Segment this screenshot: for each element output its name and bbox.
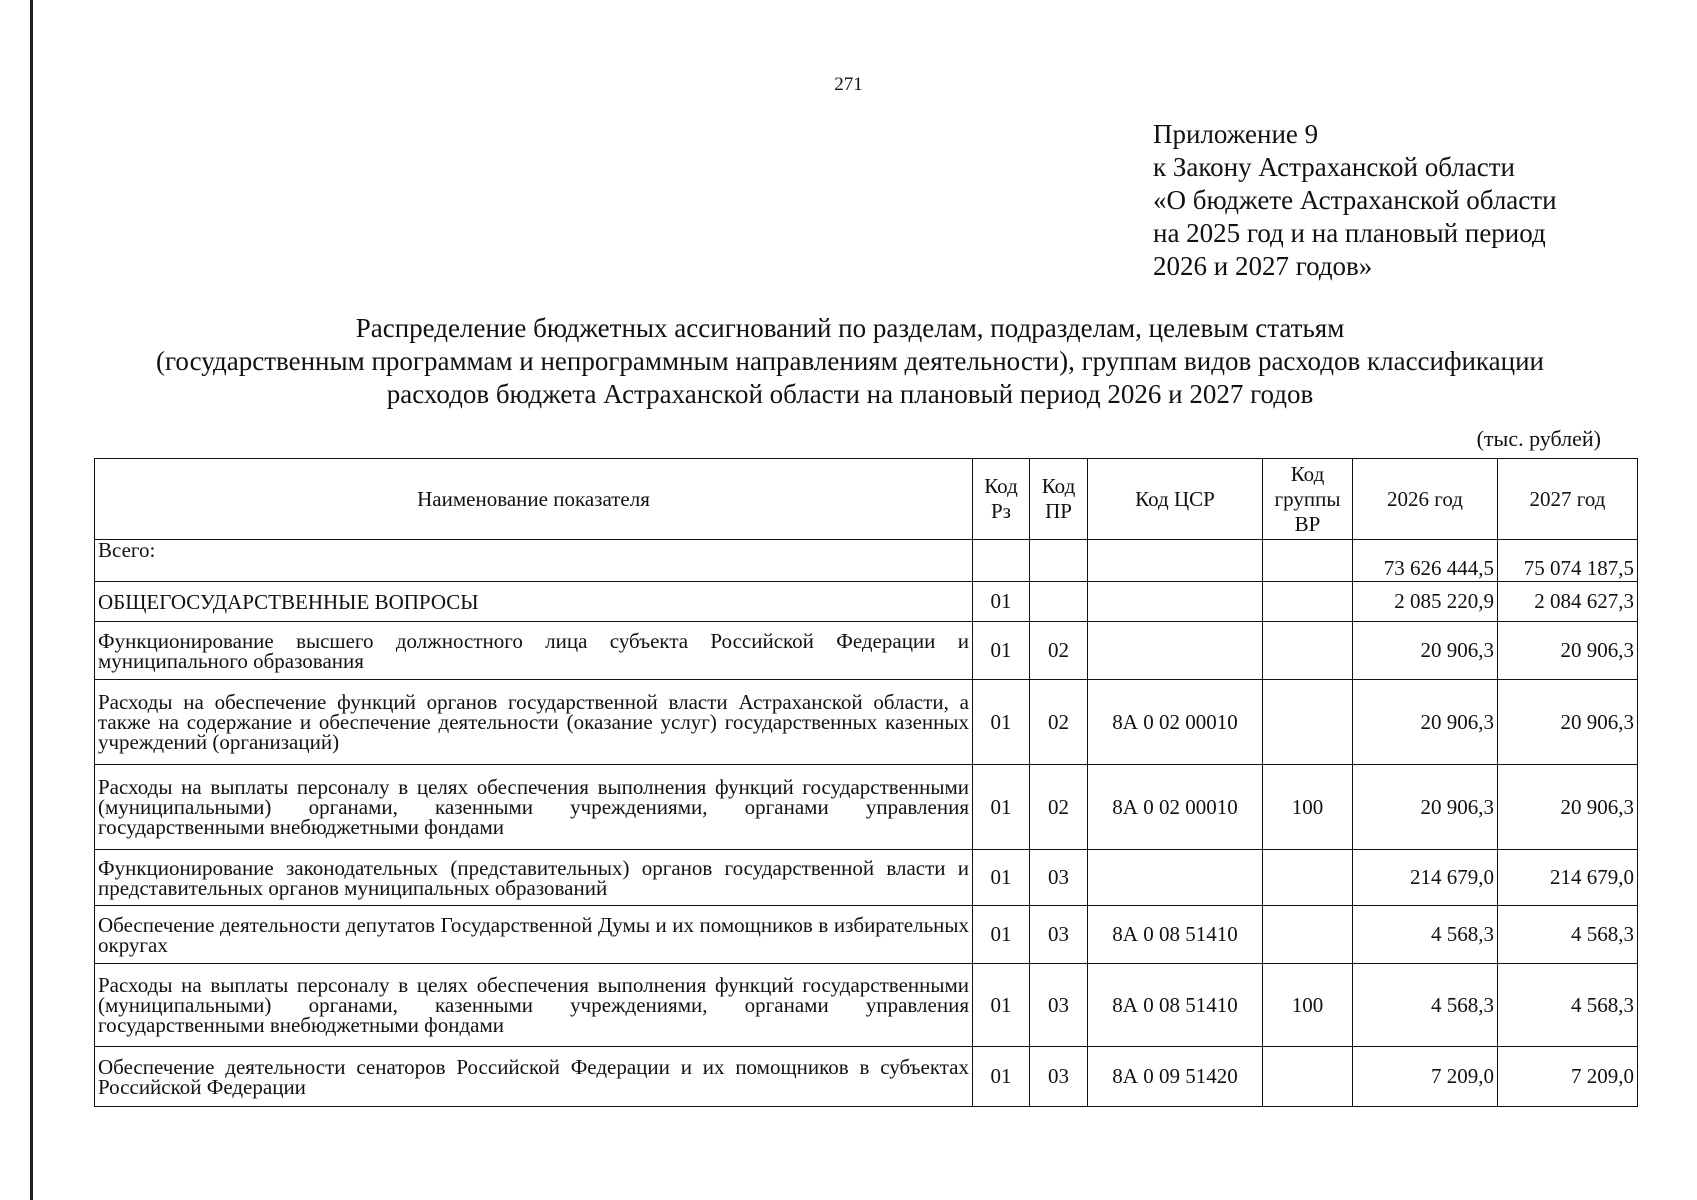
table-row bbox=[95, 680, 1638, 765]
row-rz: 01 bbox=[973, 906, 1030, 964]
document-title bbox=[110, 312, 1590, 411]
binding-margin-line bbox=[30, 0, 33, 1200]
title-line: (государственным программам и непрограммным направлениям деятельности), группам видов расходов классификации bbox=[156, 346, 1544, 376]
row-2026: 2 085 220,9 bbox=[1353, 582, 1498, 622]
row-name: Расходы на выплаты персоналу в целях обеспечения выполнения функций государственными (муниципальными) органами, казенными учреждениями, органами управления государственными внебюджетными фондами bbox=[95, 765, 973, 850]
row-vr bbox=[1263, 582, 1353, 622]
header-rz: Код Рз bbox=[973, 459, 1030, 540]
row-2027: 20 906,3 bbox=[1498, 622, 1638, 680]
table-row bbox=[95, 622, 1638, 680]
row-rz: 01 bbox=[973, 582, 1030, 622]
row-rz bbox=[973, 540, 1030, 582]
row-vr bbox=[1263, 850, 1353, 906]
row-2027: 20 906,3 bbox=[1498, 765, 1638, 850]
header-vr: Код группы ВР bbox=[1263, 459, 1353, 540]
row-pr: 02 bbox=[1030, 622, 1088, 680]
row-pr: 03 bbox=[1030, 964, 1088, 1047]
row-2026: 214 679,0 bbox=[1353, 850, 1498, 906]
appendix-line: «О бюджете Астраханской области bbox=[1153, 185, 1557, 215]
row-pr: 02 bbox=[1030, 680, 1088, 765]
row-csr bbox=[1088, 850, 1263, 906]
row-csr: 8А 0 08 51410 bbox=[1088, 906, 1263, 964]
row-name: Функционирование высшего должностного лица субъекта Российской Федерации и муниципального образования bbox=[95, 622, 973, 680]
row-vr bbox=[1263, 680, 1353, 765]
row-2026: 20 906,3 bbox=[1353, 680, 1498, 765]
row-name: Функционирование законодательных (представительных) органов государственной власти и представительных органов муниципальных образований bbox=[95, 850, 973, 906]
table-row bbox=[95, 582, 1638, 622]
table-header-row bbox=[95, 459, 1638, 540]
row-2027: 75 074 187,5 bbox=[1498, 540, 1638, 582]
table-row bbox=[95, 964, 1638, 1047]
row-csr: 8А 0 08 51410 bbox=[1088, 964, 1263, 1047]
table-row bbox=[95, 540, 1638, 582]
row-2027: 214 679,0 bbox=[1498, 850, 1638, 906]
header-csr: Код ЦСР bbox=[1088, 459, 1263, 540]
appendix-line: 2026 и 2027 годов» bbox=[1153, 251, 1373, 281]
row-2026: 73 626 444,5 bbox=[1353, 540, 1498, 582]
table-row bbox=[95, 1047, 1638, 1107]
row-name: Расходы на обеспечение функций органов государственной власти Астраханской области, а также на содержание и обеспечение деятельности (оказание услуг) государственных казенных учреждений (организаций) bbox=[95, 680, 973, 765]
row-name: Обеспечение деятельности сенаторов Российской Федерации и их помощников в субъектах Российской Федерации bbox=[95, 1047, 973, 1107]
row-rz: 01 bbox=[973, 765, 1030, 850]
row-2026: 4 568,3 bbox=[1353, 964, 1498, 1047]
row-rz: 01 bbox=[973, 850, 1030, 906]
table-row bbox=[95, 906, 1638, 964]
row-2027: 4 568,3 bbox=[1498, 964, 1638, 1047]
units-label: (тыс. рублей) bbox=[1476, 426, 1601, 451]
row-csr bbox=[1088, 622, 1263, 680]
row-rz: 01 bbox=[973, 680, 1030, 765]
header-2026: 2026 год bbox=[1353, 459, 1498, 540]
row-rz: 01 bbox=[973, 622, 1030, 680]
row-name: Всего: bbox=[95, 540, 973, 582]
row-pr bbox=[1030, 540, 1088, 582]
row-csr bbox=[1088, 540, 1263, 582]
header-pr: Код ПР bbox=[1030, 459, 1088, 540]
row-2027: 2 084 627,3 bbox=[1498, 582, 1638, 622]
row-vr bbox=[1263, 622, 1353, 680]
row-name: Обеспечение деятельности депутатов Государственной Думы и их помощников в избирательных округах bbox=[95, 906, 973, 964]
row-rz: 01 bbox=[973, 964, 1030, 1047]
header-2027: 2027 год bbox=[1498, 459, 1638, 540]
title-line: расходов бюджета Астраханской области на плановый период 2026 и 2027 годов bbox=[386, 379, 1314, 409]
header-name: Наименование показателя bbox=[95, 459, 973, 540]
row-2027: 20 906,3 bbox=[1498, 680, 1638, 765]
row-rz: 01 bbox=[973, 1047, 1030, 1107]
row-csr: 8А 0 09 51420 bbox=[1088, 1047, 1263, 1107]
page-number: 271 bbox=[834, 74, 863, 95]
row-pr: 03 bbox=[1030, 1047, 1088, 1107]
row-2027: 4 568,3 bbox=[1498, 906, 1638, 964]
row-csr: 8А 0 02 00010 bbox=[1088, 680, 1263, 765]
row-pr: 03 bbox=[1030, 906, 1088, 964]
appendix-line: на 2025 год и на плановый период bbox=[1153, 218, 1546, 248]
row-2026: 20 906,3 bbox=[1353, 765, 1498, 850]
table-row bbox=[95, 850, 1638, 906]
row-2026: 7 209,0 bbox=[1353, 1047, 1498, 1107]
row-vr: 100 bbox=[1263, 765, 1353, 850]
row-vr: 100 bbox=[1263, 964, 1353, 1047]
row-pr bbox=[1030, 582, 1088, 622]
appendix-reference bbox=[1153, 118, 1557, 283]
row-name: Расходы на выплаты персоналу в целях обеспечения выполнения функций государственными (муниципальными) органами, казенными учреждениями, органами управления государственными внебюджетными фондами bbox=[95, 964, 973, 1047]
row-2027: 7 209,0 bbox=[1498, 1047, 1638, 1107]
row-csr: 8А 0 02 00010 bbox=[1088, 765, 1263, 850]
row-2026: 4 568,3 bbox=[1353, 906, 1498, 964]
row-csr bbox=[1088, 582, 1263, 622]
row-pr: 02 bbox=[1030, 765, 1088, 850]
row-2026: 20 906,3 bbox=[1353, 622, 1498, 680]
budget-table bbox=[94, 458, 1638, 1107]
title-line: Распределение бюджетных ассигнований по разделам, подразделам, целевым статьям bbox=[355, 313, 1345, 343]
row-vr bbox=[1263, 540, 1353, 582]
table-row bbox=[95, 765, 1638, 850]
appendix-line: к Закону Астраханской области bbox=[1153, 152, 1516, 182]
row-vr bbox=[1263, 1047, 1353, 1107]
appendix-line: Приложение 9 bbox=[1153, 119, 1319, 149]
row-vr bbox=[1263, 906, 1353, 964]
row-pr: 03 bbox=[1030, 850, 1088, 906]
row-name: ОБЩЕГОСУДАРСТВЕННЫЕ ВОПРОСЫ bbox=[95, 582, 973, 622]
